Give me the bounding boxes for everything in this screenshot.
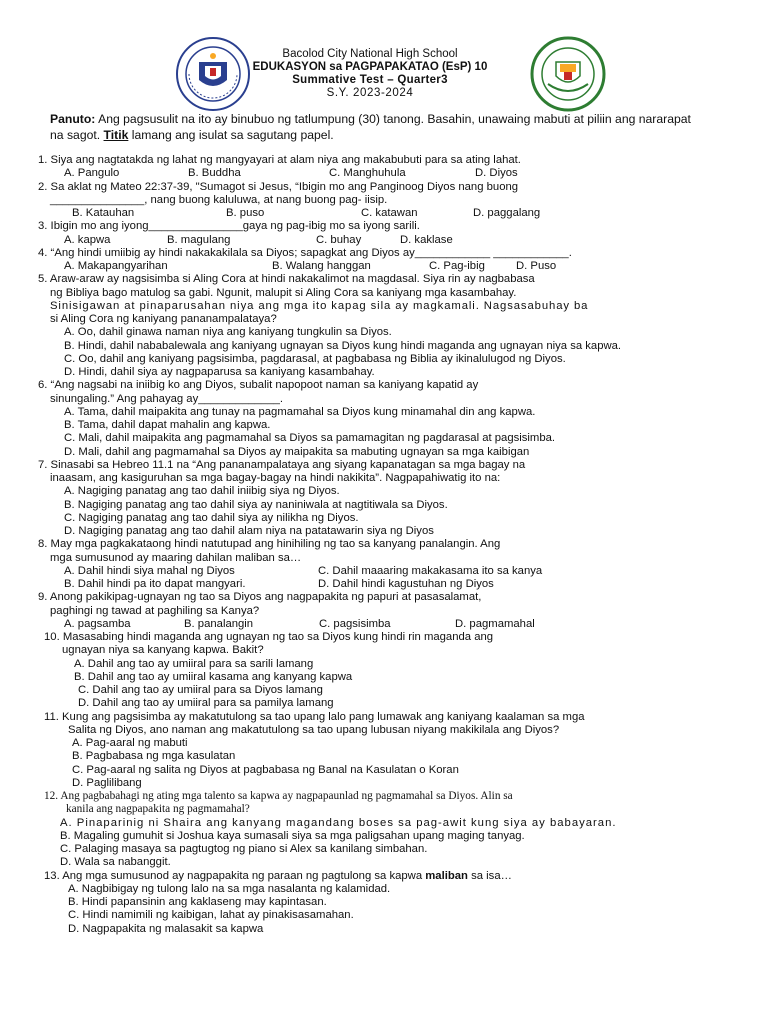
question-13-stem [38,870,738,883]
choice-a: A. kapwa [64,233,111,246]
school-year: S.Y. 2023-2024 [326,87,414,99]
choice-b: B. panalangin [184,617,254,630]
choice-b: B. Buddha [188,167,241,180]
question-11-choice-b: B. Pagbabasa ng mga kasulatan [72,750,236,763]
question-9-choices [38,618,738,631]
school-name: Bacolod City National High School [282,48,458,60]
subject-title: EDUKASYON sa PAGPAPAKATAO (EsP) 10 [252,61,488,73]
question-10-line-2: ugnayan niya sa kanyang kapwa. Bakit? [62,644,264,657]
question-2-line-1: 2. Sa aklat ng Mateo 22:37-39, "Sumagot si Jesus, “Ibigin mo ang Panginoog Diyos nang buong [38,180,519,193]
choice-d: D. kaklase [400,233,453,246]
question-12-choice-a: A. Pinaparinig ni Shaira ang kanyang magandang boses sa pag-awit kung siya ay babayaran. [60,816,617,829]
question-12-line-1: 12. Ang pagbabahagi ng ating mga talento sa kapwa ay nagpapaunlad ng pagmamahal sa Diyos. Alin sa [44,790,513,802]
choice-b: B. Walang hanggan [272,260,371,272]
question-5-choice-a: A. Oo, dahil ginawa naman niya ang kaniyang tungkulin sa Diyos. [64,326,392,339]
question-3-stem: 3. Ibigin mo ang iyong_______________gaya ng pag-ibig mo sa iyong sarili. [38,220,420,233]
test-title: Summative Test – Quarter3 [292,74,448,86]
question-13-stem-pre: 13. Ang mga sumusunod ay nagpapakita ng paraan ng pagtulong sa kapwa [44,869,426,882]
question-7-choice-a: A. Nagiging panatag ang tao dahil iniibig siya ng Diyos. [64,485,340,498]
question-1-stem: 1. Siya ang nagtatakda ng lahat ng mangyayari at alam niya ang makabubuti para sa ating lahat. [38,154,521,166]
question-8-line-2: mga sumusunod ay maaring dahilan maliban sa… [50,551,302,564]
question-4-choices [38,260,738,273]
choice-a: A. Dahil hindi siya mahal ng Diyos [64,564,235,577]
question-6-choice-b: B. Tama, dahil dapat mahalin ang kapwa. [64,419,271,431]
question-10-choice-d: D. Dahil ang tao ay umiiral para sa pamilya lamang [78,697,334,710]
instructions-text-1: Ang pagsusulit na ito ay binubuo ng tatlumpung (30) tanong. Basahin, unawaing mabuti at piliin ang nararapat na sagot. [50,112,691,142]
question-5-line-3: Sinisigawan at pinaparusahan niya ang mga ito kapag sila ay magkamali. Nagsasabuhay ba [50,299,589,312]
question-5-choice-b: B. Hindi, dahil nababalewala ang kaniyang ugnayan sa Diyos kung hindi maganda ang ugnayan niya sa kapwa. [64,339,622,352]
question-6-choice-d: D. Mali, dahil ang pagmamahal sa Diyos ay maipakita sa mabuting ugnayan sa mga kaibigan [64,445,530,458]
choice-c: C. pagsisimba [319,617,391,630]
question-4-stem: 4. “Ang hindi umiibig ay hindi nakakakilala sa Diyos; sapagkat ang Diyos ay____________ ____________. [38,246,572,259]
choice-d: D. paggalang [473,207,541,219]
question-6-line-2: sinungaling.” Ang pahayag ay_____________. [50,392,284,405]
question-7-choice-b: B. Nagiging panatag ang tao dahil siya ay naniniwala at nagtitiwala sa Diyos. [64,498,448,511]
choice-c: C. Manghuhula [329,167,406,180]
question-7-choice-c: C. Nagiging panatag ang tao dahil siya ay nilikha ng Diyos. [64,511,359,524]
question-13-choice-c: C. Hindi namimili ng kaibigan, lahat ay pinakisasamahan. [68,909,354,922]
question-list [38,154,738,936]
question-10-choice-c: C. Dahil ang tao ay umiiral para sa Diyos lamang [78,684,323,696]
question-2-line-2: _______________, nang buong kaluluwa, at nang buong pag- iisip. [50,193,388,206]
question-11-line-1: 11. Kung ang pagsisimba ay makatutulong sa tao upang lalo pang lumawak ang kaniyang kaalaman sa mga [44,710,585,723]
question-9-line-2: paghingi ng tawad at paghiling sa Kanya? [50,604,260,617]
instructions [50,111,700,143]
choice-d: D. pagmamahal [455,617,535,630]
question-8-line-1: 8. May mga pagkakataong hindi natutupad ang hinihiling ng tao sa kanyang panalangin. Ang [38,538,501,551]
choice-a: A. Makapangyarihan [64,260,168,272]
choice-c: C. katawan [361,207,418,219]
question-5-line-2: ng Bibliya bago matulog sa gabi. Ngunit, malupit si Aling Cora sa kaniyang mga kasambahay. [50,286,517,299]
question-12-choice-c: C. Palaging masaya sa pagtugtog ng piano si Alex sa kanilang simbahan. [60,843,428,855]
question-11-choice-d: D. Paglilibang [72,776,142,789]
choice-d: D. Dahil hindi kagustuhan ng Diyos [318,578,494,590]
question-13-stem-post: sa isa… [467,869,512,882]
choice-a: B. Katauhan [72,207,135,219]
choice-d: D. Diyos [475,167,518,180]
question-6-line-1: 6. “Ang nagsabi na iniibig ko ang Diyos, subalit napopoot naman sa kaniyang kapatid ay [38,379,479,392]
choice-a: A. pagsamba [64,617,131,630]
question-13-choice-d: D. Nagpapakita ng malasakit sa kapwa [68,922,264,935]
question-9-line-1: 9. Anong pakikipag-ugnayan ng tao sa Diyos ang nagpapakita ng papuri at pasasalamat, [38,591,482,604]
question-6-choice-a: A. Tama, dahil maipakita ang tunay na pagmamahal sa Diyos kung minamahal din ang kapwa. [64,405,536,418]
question-13-stem-bold: maliban [425,869,468,882]
question-5-line-1: 5. Araw-araw ay nagsisimba si Aling Cora at hindi nakakalimot na magdasal. Siya rin ay nagbabasa [38,273,535,286]
question-10-choice-a: A. Dahil ang tao ay umiiral para sa sarili lamang [74,657,314,670]
question-5-choice-d: D. Hindi, dahil siya ay nagpaparusa sa kaniyang kasambahay. [64,366,375,378]
question-10-choice-b: B. Dahil ang tao ay umiiral kasama ang kanyang kapwa [74,670,353,683]
question-12-choice-b: B. Magaling gumuhit si Joshua kaya sumasali siya sa mga paligsahan upang maging tanyag. [60,829,525,842]
exam-header [220,48,520,100]
choice-c: C. Dahil maaaring makakasama ito sa kanya [318,564,543,577]
instructions-text-2: lamang ang isulat sa sagutang papel. [128,128,334,142]
question-13-choice-a: A. Nagbibigay ng tulong lalo na sa mga nasalanta ng kalamidad. [68,882,391,895]
question-3-choices [38,234,738,247]
question-7-choice-d: D. Nagiging panatag ang tao dahil alam niya na patatawarin siya ng Diyos [64,525,434,537]
question-8-choices-row-1 [38,565,738,578]
question-12-choice-d: D. Wala sa nabanggit. [60,856,171,869]
choice-a: A. Pangulo [64,167,120,180]
choice-c: C. Pag-ibig [429,260,485,272]
question-1-choices [38,167,738,180]
question-10-line-1: 10. Masasabing hindi maganda ang ugnayan ng tao sa Diyos kung hindi rin maganda ang [44,631,494,643]
question-11-choice-c: C. Pag-aaral ng salita ng Diyos at pagbabasa ng Banal na Kasulatan o Koran [72,763,459,776]
question-5-line-4: si Aling Cora ng kaniyang pananampalataya? [50,313,277,325]
question-2-choices [38,207,738,220]
question-8-choices-row-2 [38,578,738,591]
choice-c: C. buhay [316,233,362,246]
question-13-choice-b: B. Hindi papansinin ang kaklaseng may kapintasan. [68,896,327,908]
school-seal-icon [530,36,606,112]
instructions-keyword: Titik [103,128,129,142]
choice-b: B. magulang [167,233,231,246]
question-7-line-2: inaasam, ang kasiguruhan sa mga bagay-bagay na hindi nakikita”. Nagpapahiwatig ito na: [50,472,501,484]
choice-d: D. Puso [516,260,557,272]
instructions-label: Panuto: [50,112,96,126]
choice-b: B. puso [226,207,265,219]
question-11-choice-a: A. Pag-aaral ng mabuti [72,737,188,749]
question-12-line-2: kanila ang nagpapakita ng pagmamahal? [66,803,250,816]
question-6-choice-c: C. Mali, dahil maipakita ang pagmamahal sa Diyos sa pamamagitan ng pagdarasal at pagsisimba. [64,432,556,445]
question-11-line-2: Salita ng Diyos, ano naman ang makatutulong sa tao upang lubusan niyang makikilala ang Diyos? [68,723,560,736]
choice-b: B. Dahil hindi pa ito dapat mangyari. [64,578,246,590]
question-7-line-1: 7. Sinasabi sa Hebreo 11.1 na “Ang pananampalataya ang siyang kapanatagan sa mga bagay na [38,458,526,471]
question-5-choice-c: C. Oo, dahil ang kaniyang pagsisimba, pagdarasal, at pagbabasa ng Biblia ay ikinalulugod ng Diyos. [64,352,566,365]
